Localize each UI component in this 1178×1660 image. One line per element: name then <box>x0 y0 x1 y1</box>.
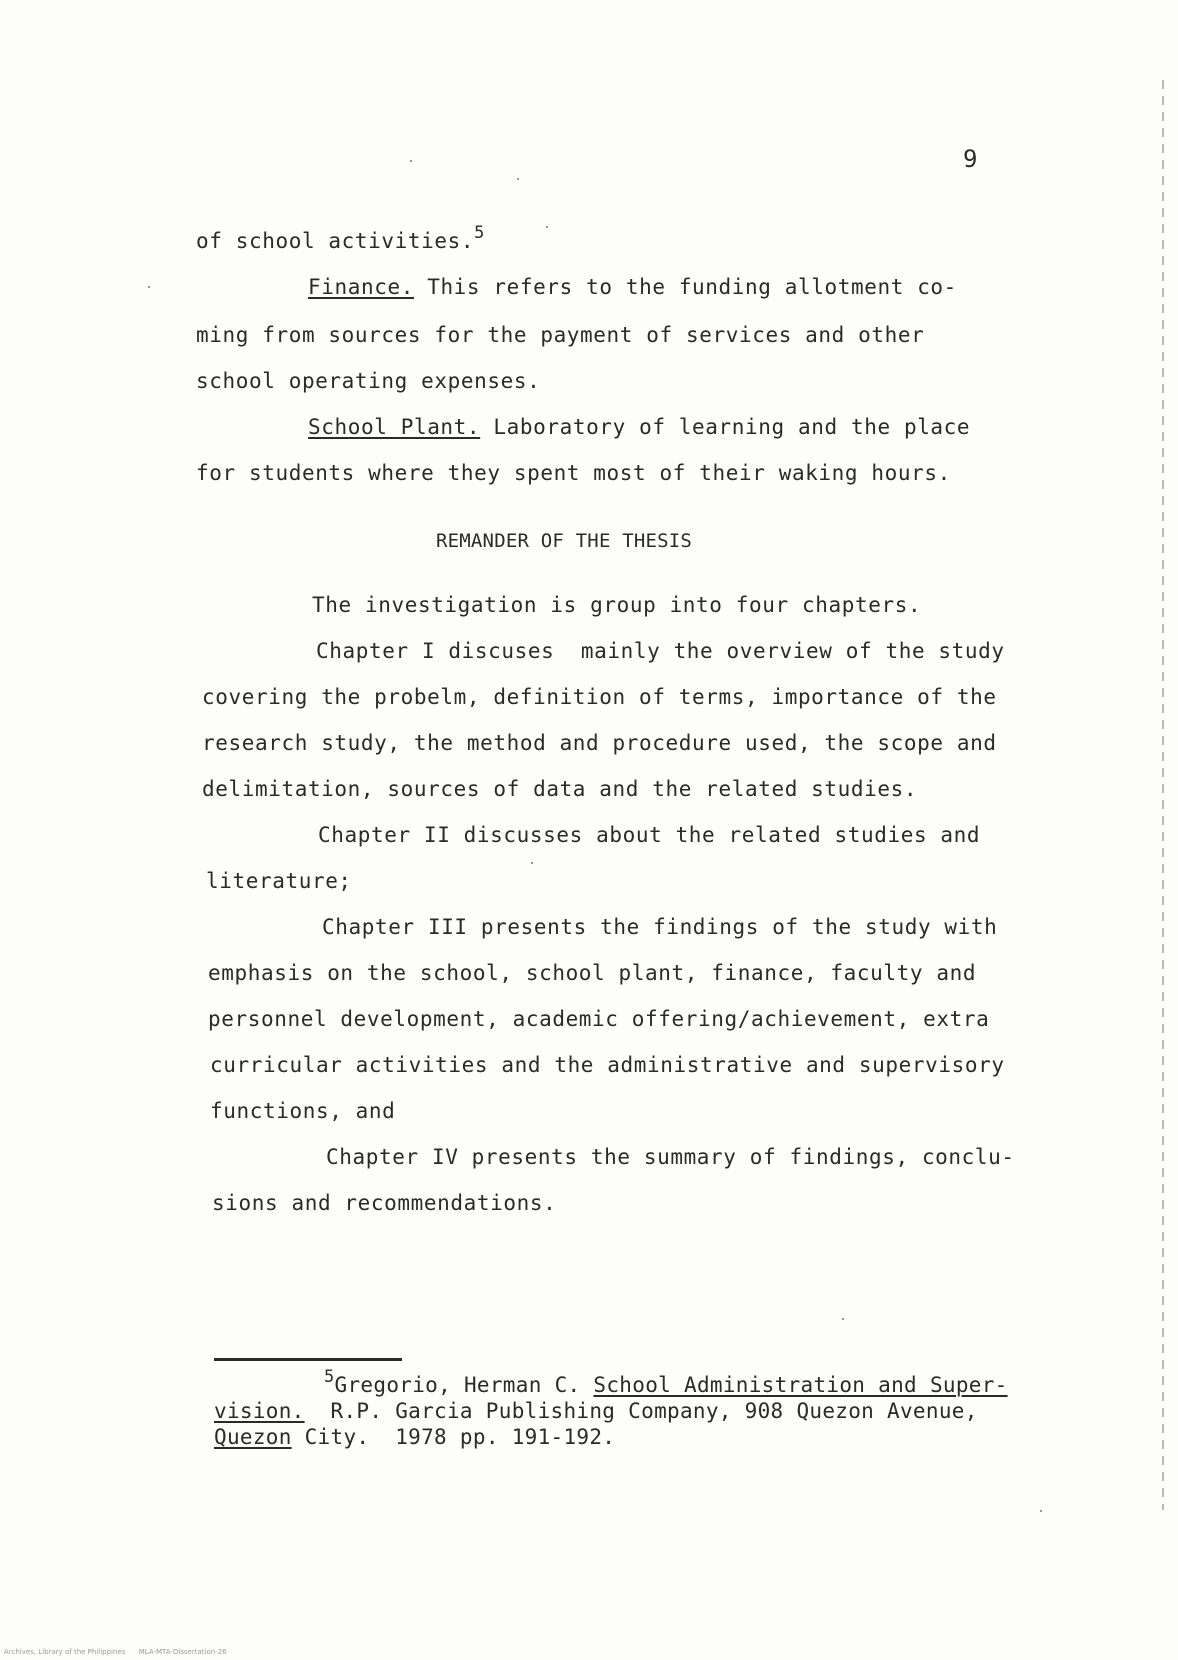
scan-speck <box>531 862 533 864</box>
page-number: 9 <box>963 145 979 173</box>
scan-speck <box>517 178 519 180</box>
scan-edge-artifact <box>1162 80 1164 1510</box>
body-line: Chapter II discusses about the related studies and <box>318 823 981 847</box>
scan-speck <box>148 286 150 288</box>
footnote-marker: 5 <box>324 1367 335 1387</box>
body-line: Chapter III presents the findings of the study with <box>322 915 998 939</box>
footnote-line <box>214 1424 615 1450</box>
scan-speck <box>842 1318 844 1320</box>
footnote-title: vision. <box>214 1399 305 1423</box>
footnote-line <box>324 1367 1008 1398</box>
scan-speck <box>410 160 412 162</box>
footnote-rule <box>214 1358 402 1361</box>
body-line: research study, the method and procedure used, the scope and <box>202 731 997 755</box>
body-line-text: This refers to the funding allotment co- <box>413 275 957 299</box>
definition-finance <box>308 274 957 300</box>
term-school-plant: School Plant. <box>308 415 481 439</box>
body-line: for students where they spent most of their waking hours. <box>196 461 951 485</box>
term-finance: Finance. <box>308 275 414 299</box>
body-line: Chapter IV presents the summary of findings, conclu- <box>326 1145 1015 1169</box>
scan-caption: Archives, Library of the Philippines MLA-MTA-Dissertation-26 <box>4 1648 227 1656</box>
body-line: personnel development, academic offering/achievement, extra <box>208 1007 990 1031</box>
body-line: covering the probelm, definition of terms, importance of the <box>202 685 997 709</box>
body-line: functions, and <box>210 1099 396 1123</box>
body-line: school operating expenses. <box>196 369 541 393</box>
body-line: curricular activities and the administrative and supervisory <box>210 1053 1005 1077</box>
body-line: delimitation, sources of data and the related studies. <box>202 777 918 801</box>
body-line: The investigation is group into four chapters. <box>312 593 922 617</box>
footnote-reference: 5 <box>474 223 485 243</box>
body-line-text: Laboratory of learning and the place <box>480 415 971 439</box>
scan-speck <box>546 226 548 228</box>
body-line: sions and recommendations. <box>212 1191 557 1215</box>
section-heading: REMANDER OF THE THESIS <box>436 530 693 552</box>
body-line: Chapter I discuses mainly the overview of the study <box>316 639 1005 663</box>
footnote-title: School Administration and Super- <box>593 1373 1008 1397</box>
body-line: literature; <box>206 869 352 893</box>
body-line <box>196 223 485 254</box>
body-line: emphasis on the school, school plant, finance, faculty and <box>208 961 977 985</box>
scan-speck <box>1040 1510 1042 1512</box>
footnote-place: Quezon <box>214 1425 292 1449</box>
body-line: ming from sources for the payment of services and other <box>196 323 925 347</box>
footnote-line <box>214 1398 978 1424</box>
footnote-date-pages: City. 1978 pp. 191-192. <box>291 1425 616 1449</box>
footnote-author: Gregorio, Herman C. <box>334 1373 594 1397</box>
definition-school-plant <box>308 414 970 440</box>
footnote-publisher: R.P. Garcia Publishing Company, 908 Quezon Avenue, <box>304 1399 978 1423</box>
body-line-text: of school activities. <box>196 229 475 253</box>
